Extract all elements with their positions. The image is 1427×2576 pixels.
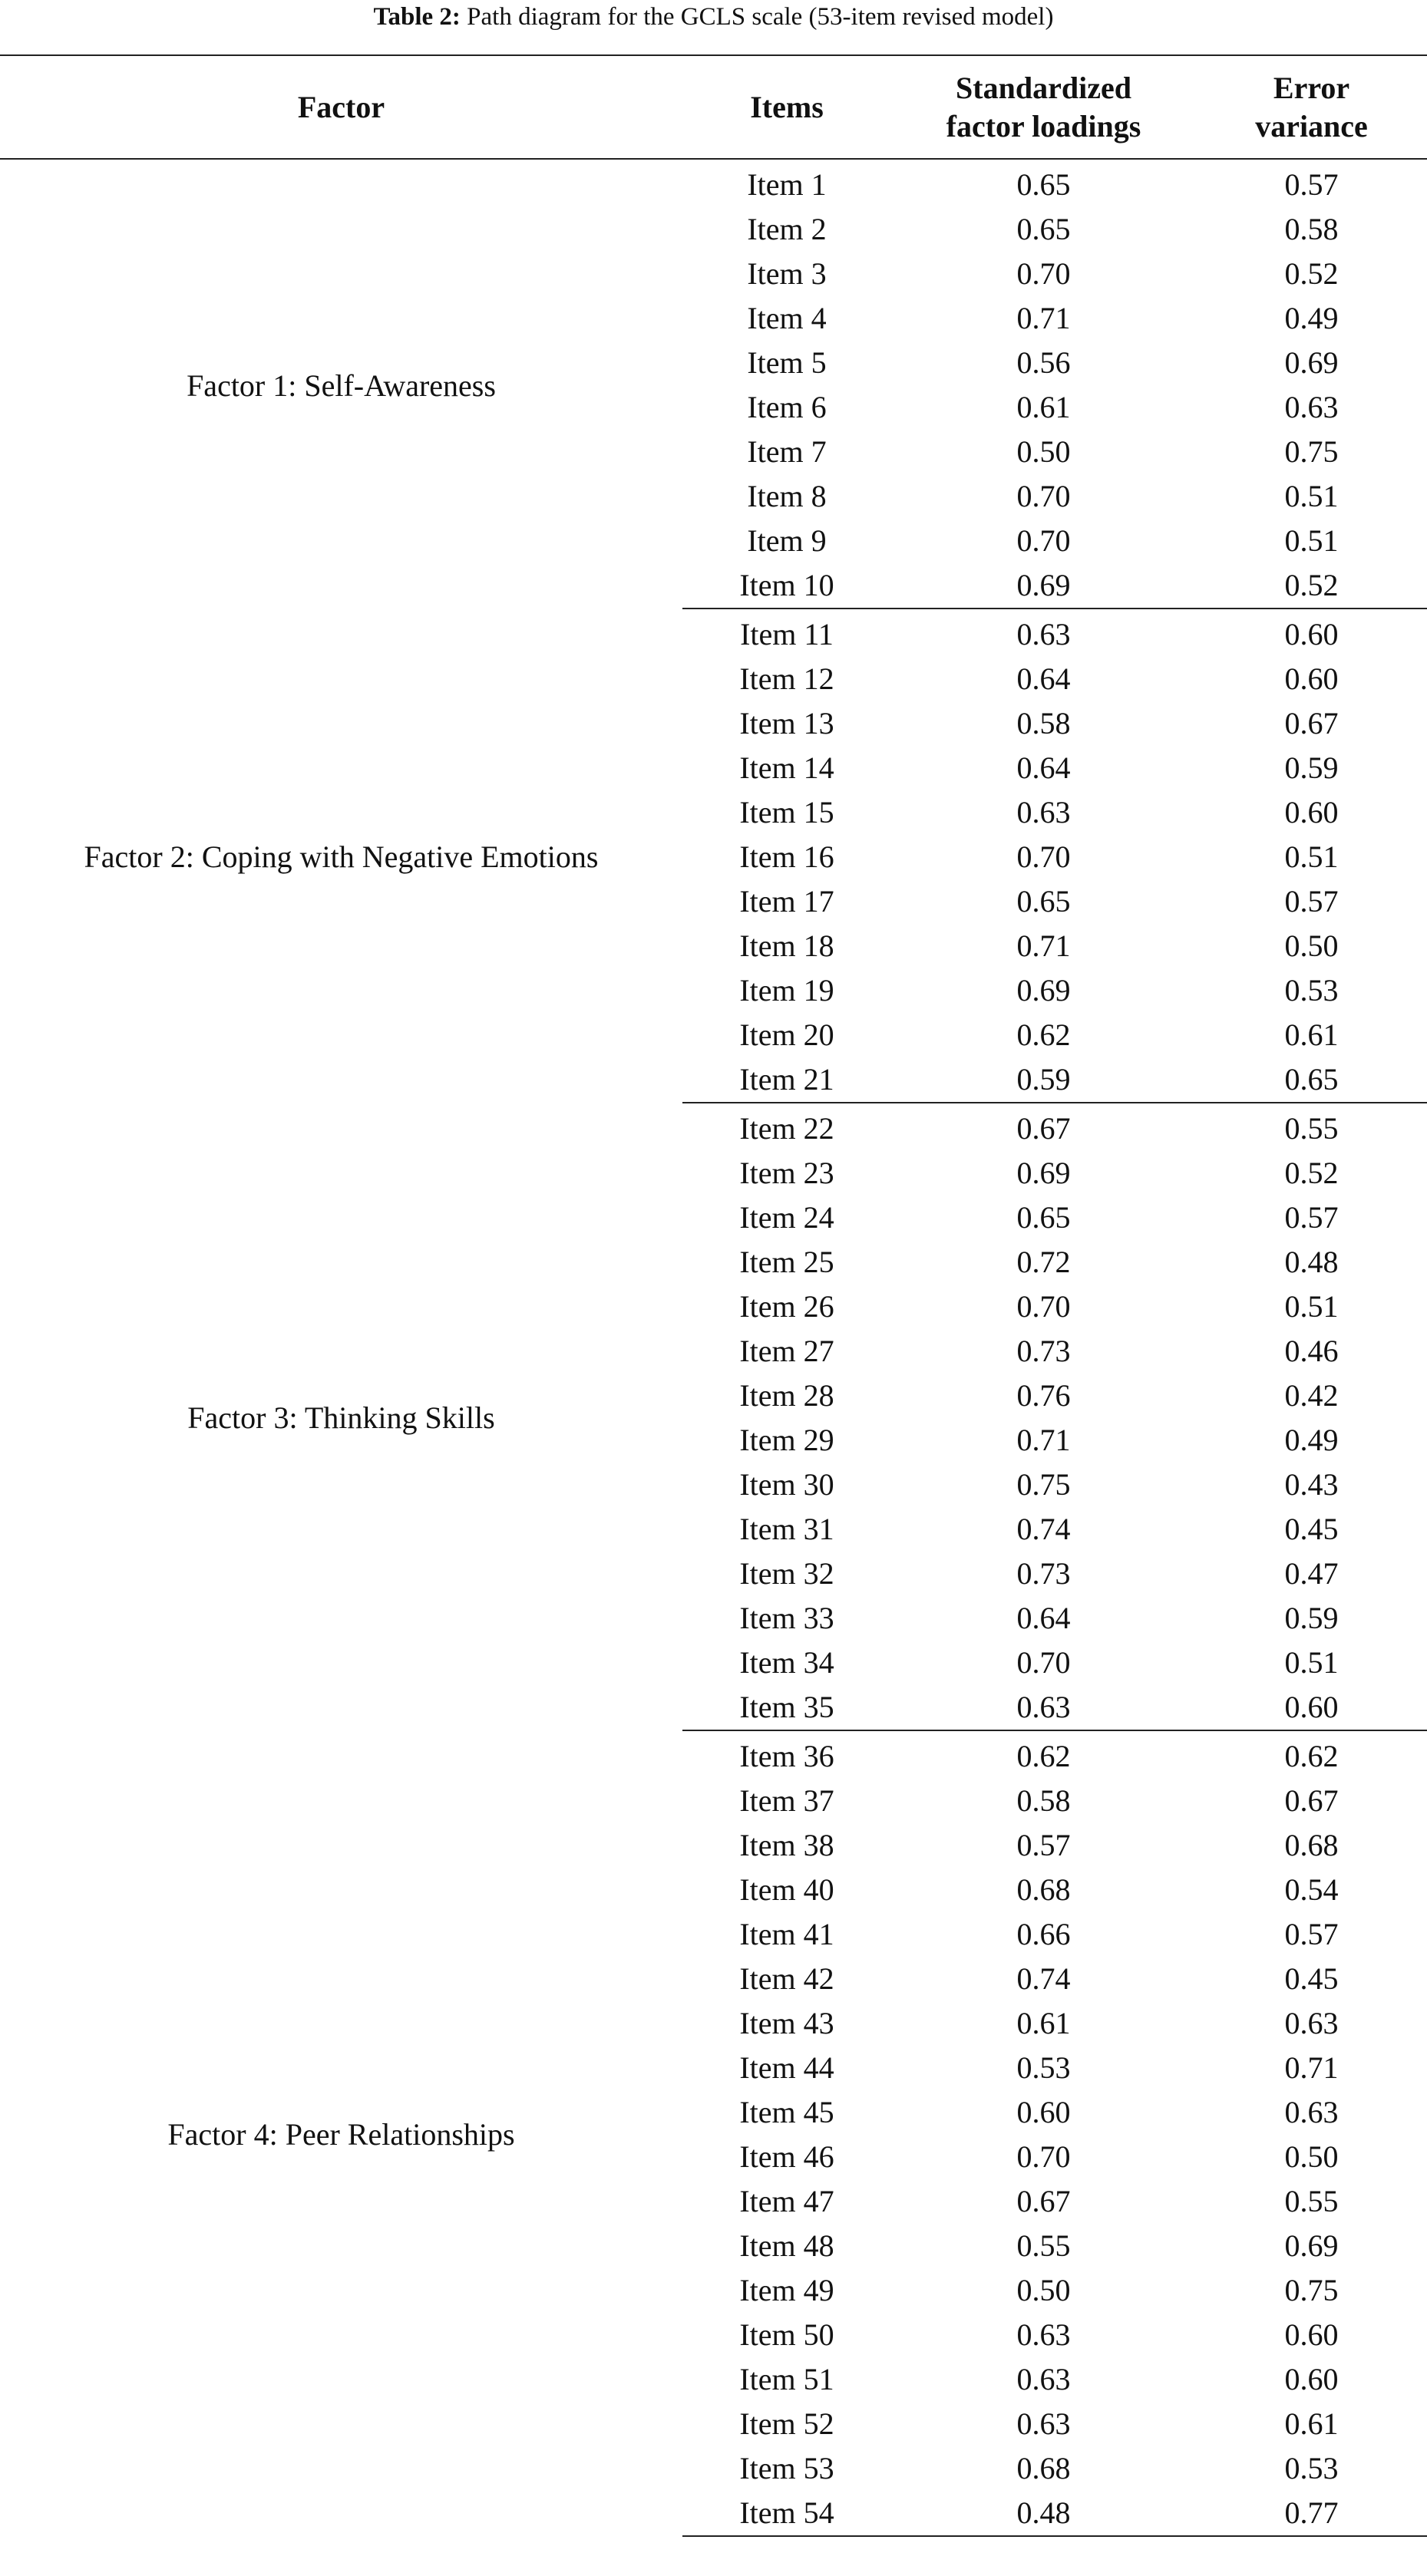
- error-variance-cell: 0.60: [1284, 2317, 1339, 2352]
- loading-cell: 0.70: [1016, 479, 1071, 513]
- item-cell: Item 53: [739, 2451, 834, 2485]
- error-variance-cell: 0.42: [1284, 1378, 1339, 1413]
- loading-cell: 0.63: [1016, 795, 1071, 830]
- loading-cell: 0.65: [1016, 1200, 1071, 1235]
- loading-cell: 0.74: [1016, 1961, 1071, 1996]
- item-cell: Item 37: [739, 1783, 834, 1818]
- item-cell: Item 5: [747, 345, 827, 380]
- item-cell: Item 36: [739, 1739, 834, 1773]
- item-cell: Item 1: [747, 167, 827, 202]
- item-cell: Item 9: [747, 523, 827, 558]
- item-cell: Item 29: [739, 1423, 834, 1457]
- item-cell: Item 54: [682, 2491, 891, 2536]
- loading-cell: 0.67: [1016, 2184, 1071, 2218]
- item-cell: Item 18: [739, 928, 834, 963]
- loading-cell: 0.63: [1016, 617, 1071, 651]
- error-variance-cell: 0.43: [1284, 1467, 1339, 1502]
- table-row: [0, 1103, 1427, 1151]
- table-header-row: [0, 55, 1427, 159]
- header-loadings: [891, 55, 1196, 159]
- item-cell: Item 33: [739, 1601, 834, 1635]
- item-cell: Item 35: [682, 1685, 891, 1730]
- table-caption-text: Path diagram for the GCLS scale (53-item revised model): [460, 3, 1054, 31]
- table-row: [0, 609, 1427, 657]
- table-caption: [0, 0, 1427, 34]
- item-cell: Item 3: [747, 256, 827, 291]
- item-cell: Item 20: [739, 1018, 834, 1052]
- loading-cell: 0.60: [1016, 2095, 1071, 2129]
- item-cell: Item 27: [739, 1334, 834, 1368]
- item-cell: Item 48: [739, 2228, 834, 2263]
- loading-cell: 0.64: [1016, 661, 1071, 696]
- error-variance-cell: 0.68: [1284, 1828, 1339, 1862]
- error-variance-cell: 0.61: [1284, 2406, 1339, 2441]
- loading-cell: 0.71: [1016, 928, 1071, 963]
- item-cell: Item 23: [739, 1156, 834, 1190]
- loading-cell: 0.64: [1016, 750, 1071, 785]
- error-variance-cell: 0.49: [1284, 1423, 1339, 1457]
- loading-cell: 0.63: [1016, 2317, 1071, 2352]
- loading-cell: 0.68: [1016, 2451, 1071, 2485]
- error-variance-cell: 0.46: [1284, 1334, 1339, 1368]
- factor-cell: Factor 4: Peer Relationships: [167, 2117, 515, 2152]
- factor-loadings-table: [0, 54, 1427, 2537]
- loading-cell: 0.65: [1016, 167, 1071, 202]
- loading-cell: 0.68: [1016, 1872, 1071, 1907]
- item-cell: Item 34: [739, 1645, 834, 1680]
- table-body: [0, 159, 1427, 2536]
- loading-cell: 0.61: [1016, 2006, 1071, 2040]
- table-row: [0, 159, 1427, 207]
- item-cell: Item 28: [739, 1378, 834, 1413]
- loading-cell: 0.58: [1016, 1783, 1071, 1818]
- error-variance-cell: 0.51: [1284, 523, 1339, 558]
- item-cell: Item 12: [739, 661, 834, 696]
- item-cell: Item 49: [739, 2273, 834, 2307]
- table-caption-label: Table 2:: [373, 3, 461, 31]
- error-variance-cell: 0.57: [1284, 884, 1339, 919]
- loading-cell: 0.64: [1016, 1601, 1071, 1635]
- loading-cell: 0.71: [1016, 301, 1071, 335]
- header-loadings-line2: factor loadings: [946, 108, 1141, 143]
- item-cell: Item 14: [739, 750, 834, 785]
- item-cell: Item 6: [747, 390, 827, 424]
- error-variance-cell: 0.63: [1284, 390, 1339, 424]
- item-cell: Item 16: [739, 839, 834, 874]
- factor-cell: Factor 2: Coping with Negative Emotions: [84, 839, 599, 874]
- item-cell: Item 2: [747, 212, 827, 246]
- item-cell: Item 50: [739, 2317, 834, 2352]
- table-header: [0, 55, 1427, 159]
- item-cell: Item 32: [739, 1556, 834, 1591]
- error-variance-cell: 0.54: [1284, 1872, 1339, 1907]
- item-cell: Item 17: [739, 884, 834, 919]
- error-variance-cell: 0.59: [1284, 750, 1339, 785]
- loading-cell: 0.56: [1016, 345, 1071, 380]
- error-variance-cell: 0.65: [1196, 1057, 1427, 1103]
- item-cell: Item 40: [739, 1872, 834, 1907]
- loading-cell: 0.74: [1016, 1512, 1071, 1546]
- error-variance-cell: 0.57: [1284, 1200, 1339, 1235]
- item-cell: Item 44: [739, 2050, 834, 2085]
- loading-cell: 0.71: [1016, 1423, 1071, 1457]
- item-cell: Item 24: [739, 1200, 834, 1235]
- error-variance-cell: 0.57: [1284, 1917, 1339, 1951]
- loading-cell: 0.63: [1016, 2406, 1071, 2441]
- loading-cell: 0.73: [1016, 1334, 1071, 1368]
- item-cell: Item 8: [747, 479, 827, 513]
- header-error-variance: [1196, 55, 1427, 159]
- item-cell: Item 7: [747, 434, 827, 469]
- item-cell: Item 52: [739, 2406, 834, 2441]
- loading-cell: 0.75: [1016, 1467, 1071, 1502]
- error-variance-cell: 0.60: [1284, 617, 1339, 651]
- header-error-line1: Error: [1273, 70, 1350, 105]
- loading-cell: 0.55: [1016, 2228, 1071, 2263]
- error-variance-cell: 0.55: [1284, 1111, 1339, 1146]
- table-row: [0, 1730, 1427, 1779]
- error-variance-cell: 0.50: [1284, 2139, 1339, 2174]
- error-variance-cell: 0.71: [1284, 2050, 1339, 2085]
- error-variance-cell: 0.60: [1196, 1685, 1427, 1730]
- loading-cell: 0.48: [891, 2491, 1196, 2536]
- header-loadings-line1: Standardized: [956, 70, 1131, 105]
- loading-cell: 0.62: [1016, 1018, 1071, 1052]
- loading-cell: 0.65: [1016, 212, 1071, 246]
- loading-cell: 0.61: [1016, 390, 1071, 424]
- error-variance-cell: 0.51: [1284, 479, 1339, 513]
- item-cell: Item 4: [747, 301, 827, 335]
- item-cell: Item 15: [739, 795, 834, 830]
- loading-cell: 0.53: [1016, 2050, 1071, 2085]
- loading-cell: 0.59: [891, 1057, 1196, 1103]
- item-cell: Item 21: [682, 1057, 891, 1103]
- loading-cell: 0.63: [891, 1685, 1196, 1730]
- error-variance-cell: 0.60: [1284, 795, 1339, 830]
- error-variance-cell: 0.50: [1284, 928, 1339, 963]
- error-variance-cell: 0.49: [1284, 301, 1339, 335]
- loading-cell: 0.63: [1016, 2362, 1071, 2396]
- error-variance-cell: 0.61: [1284, 1018, 1339, 1052]
- loading-cell: 0.69: [891, 563, 1196, 609]
- error-variance-cell: 0.60: [1284, 661, 1339, 696]
- item-cell: Item 11: [740, 617, 834, 651]
- error-variance-cell: 0.63: [1284, 2095, 1339, 2129]
- loading-cell: 0.76: [1016, 1378, 1071, 1413]
- error-variance-cell: 0.45: [1284, 1512, 1339, 1546]
- item-cell: Item 51: [739, 2362, 834, 2396]
- item-cell: Item 30: [739, 1467, 834, 1502]
- error-variance-cell: 0.53: [1284, 2451, 1339, 2485]
- loading-cell: 0.62: [1016, 1739, 1071, 1773]
- item-cell: Item 31: [739, 1512, 834, 1546]
- item-cell: Item 10: [682, 563, 891, 609]
- error-variance-cell: 0.51: [1284, 1645, 1339, 1680]
- item-cell: Item 46: [739, 2139, 834, 2174]
- item-cell: Item 41: [739, 1917, 834, 1951]
- loading-cell: 0.70: [1016, 1289, 1071, 1324]
- factor-cell: Factor 1: Self-Awareness: [187, 368, 496, 403]
- loading-cell: 0.58: [1016, 706, 1071, 740]
- item-cell: Item 22: [739, 1111, 834, 1146]
- error-variance-cell: 0.67: [1284, 706, 1339, 740]
- error-variance-cell: 0.69: [1284, 345, 1339, 380]
- loading-cell: 0.70: [1016, 839, 1071, 874]
- loading-cell: 0.50: [1016, 2273, 1071, 2307]
- error-variance-cell: 0.75: [1284, 2273, 1339, 2307]
- error-variance-cell: 0.47: [1284, 1556, 1339, 1591]
- loading-cell: 0.70: [1016, 523, 1071, 558]
- item-cell: Item 13: [739, 706, 834, 740]
- error-variance-cell: 0.67: [1284, 1783, 1339, 1818]
- error-variance-cell: 0.58: [1284, 212, 1339, 246]
- error-variance-cell: 0.57: [1284, 167, 1339, 202]
- loading-cell: 0.65: [1016, 884, 1071, 919]
- loading-cell: 0.69: [1016, 973, 1071, 1008]
- loading-cell: 0.70: [1016, 1645, 1071, 1680]
- error-variance-cell: 0.52: [1196, 563, 1427, 609]
- error-variance-cell: 0.55: [1284, 2184, 1339, 2218]
- error-variance-cell: 0.52: [1284, 1156, 1339, 1190]
- error-variance-cell: 0.48: [1284, 1245, 1339, 1279]
- loading-cell: 0.50: [1016, 434, 1071, 469]
- item-cell: Item 43: [739, 2006, 834, 2040]
- item-cell: Item 19: [739, 973, 834, 1008]
- item-cell: Item 42: [739, 1961, 834, 1996]
- error-variance-cell: 0.59: [1284, 1601, 1339, 1635]
- error-variance-cell: 0.45: [1284, 1961, 1339, 1996]
- error-variance-cell: 0.62: [1284, 1739, 1339, 1773]
- item-cell: Item 47: [739, 2184, 834, 2218]
- error-variance-cell: 0.77: [1196, 2491, 1427, 2536]
- error-variance-cell: 0.51: [1284, 839, 1339, 874]
- item-cell: Item 45: [739, 2095, 834, 2129]
- error-variance-cell: 0.75: [1284, 434, 1339, 469]
- error-variance-cell: 0.63: [1284, 2006, 1339, 2040]
- factor-cell: Factor 3: Thinking Skills: [187, 1400, 495, 1435]
- loading-cell: 0.67: [1016, 1111, 1071, 1146]
- error-variance-cell: 0.52: [1284, 256, 1339, 291]
- item-cell: Item 26: [739, 1289, 834, 1324]
- header-error-line2: variance: [1255, 108, 1368, 143]
- error-variance-cell: 0.60: [1284, 2362, 1339, 2396]
- loading-cell: 0.70: [1016, 2139, 1071, 2174]
- header-items: Items: [682, 55, 891, 159]
- loading-cell: 0.57: [1016, 1828, 1071, 1862]
- error-variance-cell: 0.51: [1284, 1289, 1339, 1324]
- loading-cell: 0.70: [1016, 256, 1071, 291]
- header-factor: Factor: [0, 55, 682, 159]
- loading-cell: 0.73: [1016, 1556, 1071, 1591]
- loading-cell: 0.72: [1016, 1245, 1071, 1279]
- item-cell: Item 38: [739, 1828, 834, 1862]
- error-variance-cell: 0.69: [1284, 2228, 1339, 2263]
- error-variance-cell: 0.53: [1284, 973, 1339, 1008]
- loading-cell: 0.66: [1016, 1917, 1071, 1951]
- loading-cell: 0.69: [1016, 1156, 1071, 1190]
- item-cell: Item 25: [739, 1245, 834, 1279]
